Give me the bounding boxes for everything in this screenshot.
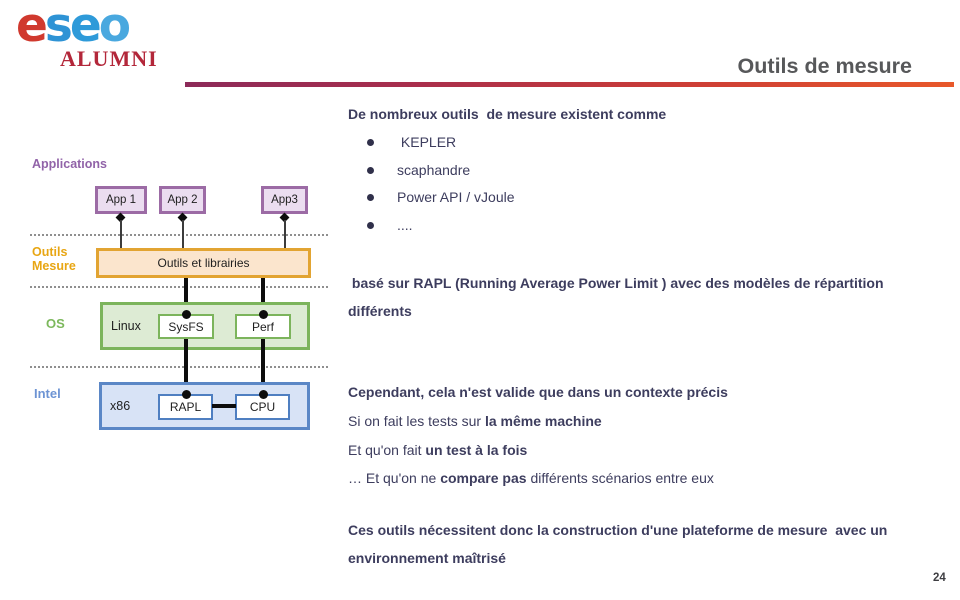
eseo-logo xyxy=(16,0,129,53)
context-line-strong: compare pas xyxy=(440,470,527,486)
context-line-strong: la même machine xyxy=(484,413,602,429)
context-line xyxy=(348,442,527,458)
logo-letter: e xyxy=(16,0,45,53)
logo-subtitle: ALUMNI xyxy=(60,46,158,71)
connector-line xyxy=(120,220,122,248)
connector-line xyxy=(284,220,286,248)
junction-dot-icon xyxy=(182,390,191,399)
page-title: Outils de mesure xyxy=(737,54,912,78)
node-app1: App 1 xyxy=(95,186,147,214)
conclusion-line: Ces outils nécessitent donc la construction d'une plateforme de mesure avec un xyxy=(348,522,888,538)
node-app2: App 2 xyxy=(159,186,206,214)
tool-name: .... xyxy=(397,217,413,233)
tool-name: scaphandre xyxy=(397,162,471,178)
node-outils-librairies: Outils et librairies xyxy=(96,248,311,278)
node-rapl: RAPL xyxy=(158,394,213,420)
context-line-text: différents scénarios entre eux xyxy=(526,470,714,486)
conclusion-line: environnement maîtrisé xyxy=(348,549,506,566)
dotted-separator xyxy=(30,286,328,288)
rapl-note-line: différents xyxy=(348,302,412,319)
connector-line xyxy=(212,404,236,408)
context-heading: Cependant, cela n'est valide que dans un contexte précis xyxy=(348,384,728,400)
junction-dot-icon xyxy=(259,310,268,319)
bullet-icon xyxy=(367,167,374,174)
context-line xyxy=(348,470,714,486)
page-number: 24 xyxy=(933,572,946,584)
layer-label-line: Mesure xyxy=(32,258,76,273)
rapl-note xyxy=(348,270,948,325)
context-line-text: Si on fait les tests sur xyxy=(348,413,485,429)
node-cpu: CPU xyxy=(235,394,290,420)
layer-label-line: Outils xyxy=(32,245,68,259)
layer-label-applications: Applications xyxy=(32,157,108,171)
layer-label-outils-mesure xyxy=(32,246,76,273)
accent-divider xyxy=(185,82,954,87)
node-linux: Linux xyxy=(111,319,141,333)
logo-letter: s xyxy=(44,0,70,53)
context-line-strong: un test à la fois xyxy=(425,442,528,458)
node-sysfs: SysFS xyxy=(158,314,214,339)
list-item xyxy=(367,162,470,178)
layer-label-intel: Intel xyxy=(34,386,61,401)
list-item xyxy=(367,217,413,233)
bullet-icon xyxy=(367,139,374,146)
junction-dot-icon xyxy=(182,310,191,319)
node-app3: App3 xyxy=(261,186,308,214)
layer-label-os: OS xyxy=(46,316,65,331)
junction-dot-icon xyxy=(259,390,268,399)
rapl-note-line: basé sur RAPL (Running Average Power Limit ) avec des modèles de répartition xyxy=(348,275,884,291)
tool-name: Power API / vJoule xyxy=(397,189,515,205)
connector-line xyxy=(182,220,184,248)
logo-letter: e xyxy=(69,0,99,53)
dotted-separator xyxy=(30,366,328,368)
context-line-text: Et qu'on fait xyxy=(348,442,426,458)
node-perf: Perf xyxy=(235,314,291,339)
bullet-icon xyxy=(367,222,374,229)
list-item xyxy=(367,134,456,150)
node-x86: x86 xyxy=(110,399,131,413)
intro-heading: De nombreux outils de mesure existent comme xyxy=(348,106,667,122)
conclusion xyxy=(348,517,948,572)
tool-name: KEPLER xyxy=(397,134,457,150)
bullet-icon xyxy=(367,194,374,201)
logo-letter: o xyxy=(98,0,129,53)
context-line xyxy=(348,413,602,429)
context-line-text: … Et qu'on ne xyxy=(348,470,441,486)
list-item xyxy=(367,189,515,205)
